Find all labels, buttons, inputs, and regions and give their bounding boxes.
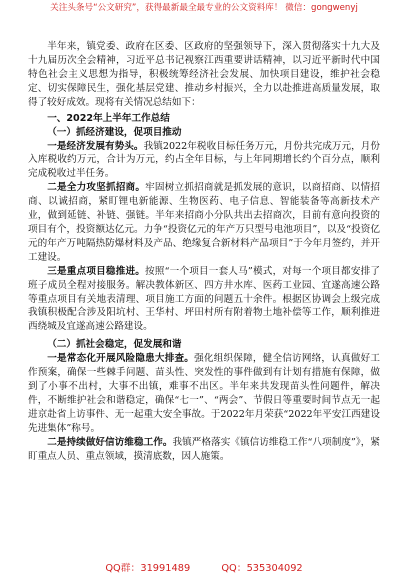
paragraph-lead: 二是全力攻坚抓招商。: [47, 182, 146, 194]
paragraph-petition: [28, 436, 380, 464]
paragraph-text: 牢固树立抓招商就是抓发展的意识，以商招商、以情招商、以诚招商，紧盯锂电新能源、生物医药、电子信息、智能装备等高新技术产业，做到延链、补链、强链。半年来招商小分队共出去招商次，目前有意向投资的项目有个，投资额达亿元。力争“投资亿元的年产万只型号电池项目”，以及“投资亿元的年产万吨隔热防爆材料及产品、绝缘复合新材料产品项目”于今年月签约，并开工建设。: [28, 182, 381, 263]
paragraph-risk: [28, 352, 380, 435]
contact-footer: [0, 562, 408, 576]
qq-number: QQ：535304092: [221, 563, 303, 574]
paragraph-economy: [28, 140, 380, 182]
paragraph-lead: 三是重点项目稳推进。: [47, 265, 146, 277]
paragraph-lead: 一是常态化开展风险隐患大排查。: [47, 353, 195, 365]
paragraph-text: 我镇2022年税收目标任务万元，月份共完成万元，月份入库税收约万元，合计为万元，约占全年目标，与上年同期增长约个百分点，顺利完成税收过半任务。: [28, 140, 380, 180]
paragraph-text: 强化组织保障，健全信访网络，认真做好工作预案，确保一些棘手问题、苗头性、突发性的事件做到有计划有措施有保障，做到了小事不出村，大事不出镇，难事不出区。半年来共发现苗头性问题件，解决件，不断维护社会和谐稳定，确保“七一”、“两会”、节假日等重要时间节点无一起进京赴省上访事件、无一起重大安全事故。于2022年月荣获“2022年平安江西建设先进集体”称号。: [28, 353, 381, 434]
paragraph-investment: [28, 181, 380, 264]
paragraph-projects: [28, 265, 380, 335]
subsection-heading-2: （二）抓社会稳定，促发展和谐: [47, 339, 182, 351]
qq-group: QQ群：31991489: [105, 563, 191, 574]
intro-paragraph: 半年来，镇党委、政府在区委、区政府的坚强领导下，深入贯彻落实十九大及十九届历次全会精神，习近平总书记视察江西重要讲话精神，以习近平新时代中国特色社会主义思想为指导，积极统筹经济社会发展、加快项目建设，维护社会稳定、切实保障民生，强化基层党建、推动乡村振兴，全力以赴推进高质量发展，取得了较好成效。现将有关情况总结如下：: [28, 41, 380, 108]
document-body: [28, 40, 380, 463]
subsection-heading-1: （一）抓经济建设，促项目推动: [47, 126, 182, 138]
section-heading: 一、2022年上半年工作总结: [47, 112, 170, 124]
paragraph-lead: 二是持续做好信访维稳工作。: [47, 436, 173, 448]
paragraph-text: 按照“一个项目一套人马”模式，对每一个项目都安排了班子成员全程对接服务。解决教体新区、四方井水库、医药工业园、宜遂高速公路等重点项目有关地表清理、项目施工方面的问题五十余件。根据区协调会上级完成我镇积极配合涉及阳坑村、王华村、坪田村所有附着物土地补偿等工作，顺利推进西绕城及宜遂高速公路建设。: [28, 265, 381, 333]
paragraph-lead: 一是经济发展有势头。: [47, 140, 144, 152]
paragraph-text: 我镇严格落实《镇信访维稳工作“八项制度”》，紧盯重点人员、重点领域，摸清底数，因人施策。: [28, 436, 381, 462]
promo-banner: 关注头条号“公文研究”，获得最新最全最专业的公文资料库！ 微信：gongwenyj: [50, 3, 358, 13]
